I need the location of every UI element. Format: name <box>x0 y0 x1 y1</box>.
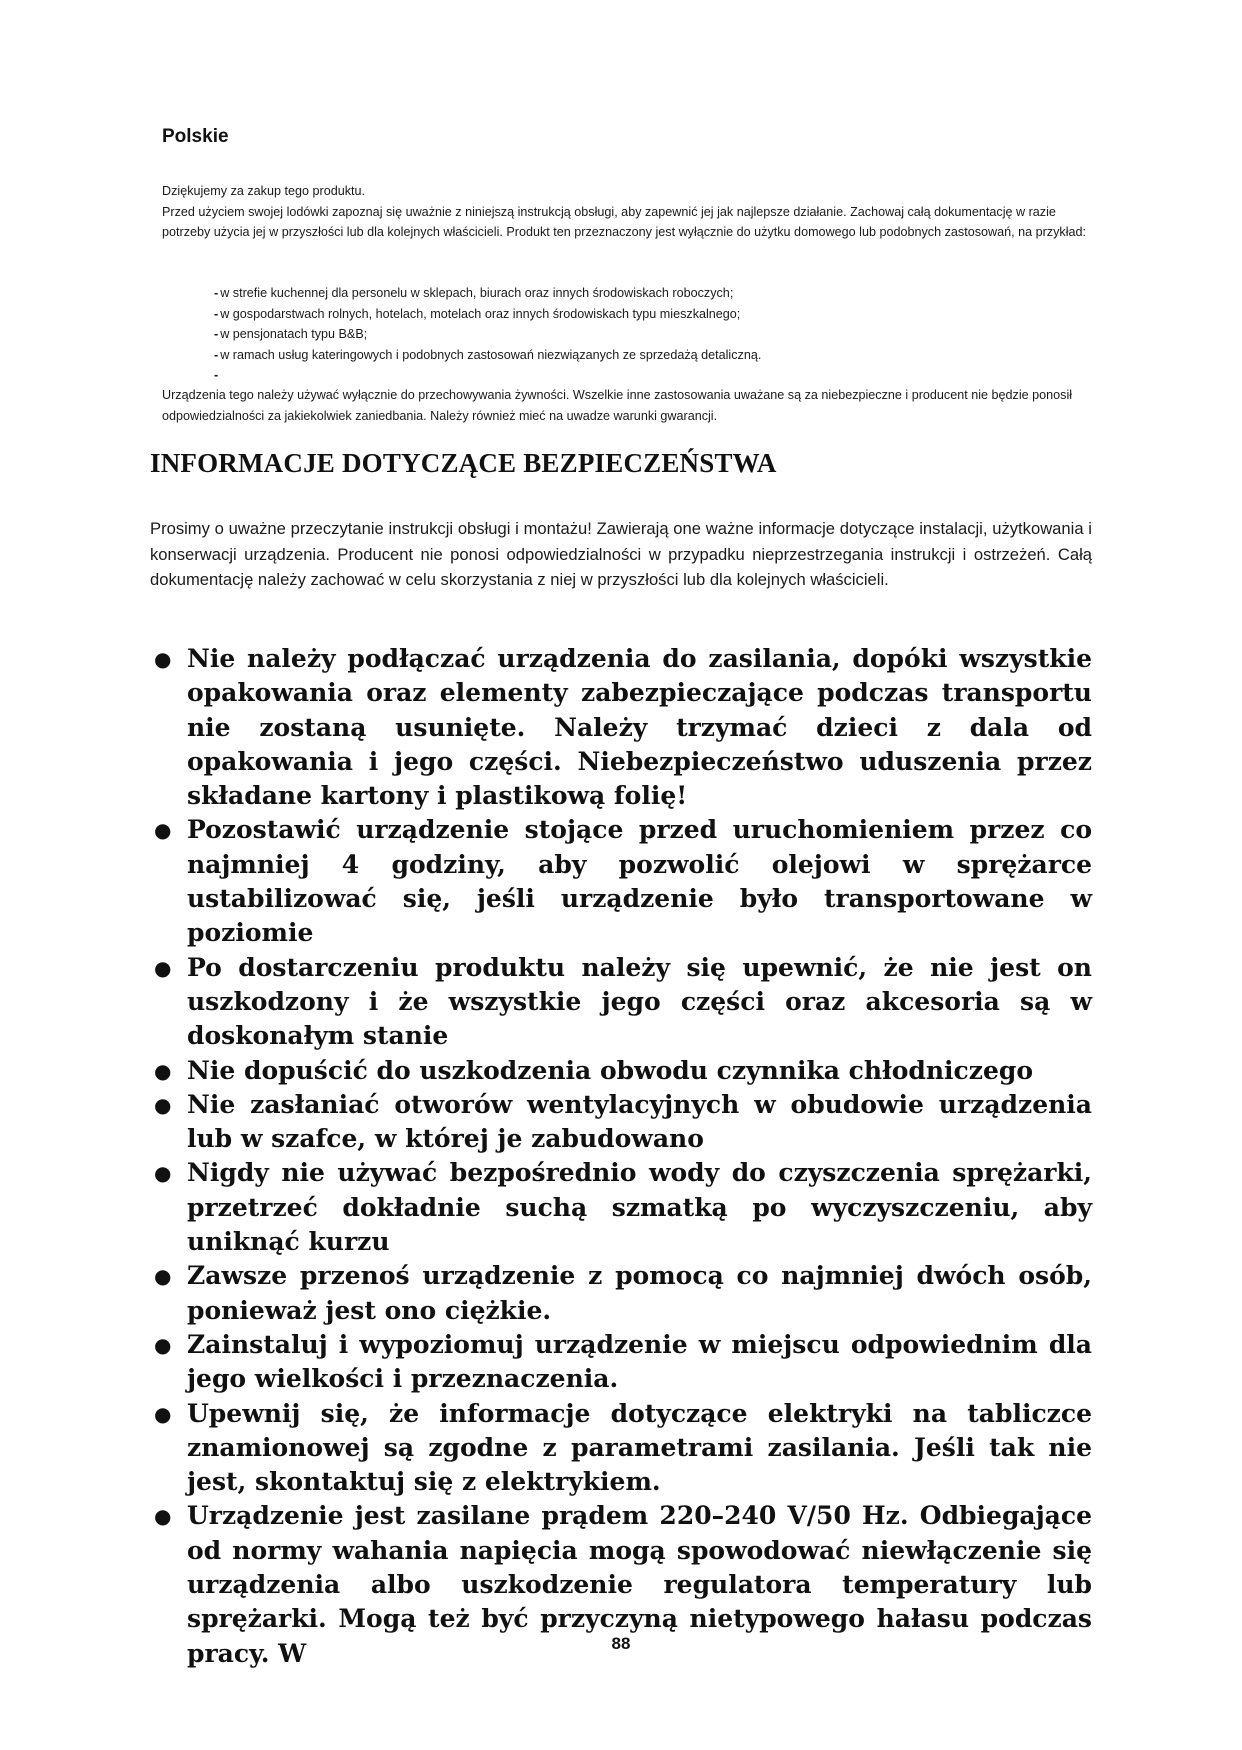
list-item: ● Nie należy podłączać urządzenia do zasilania, dopóki wszystkie opakowania oraz elementy zabezpieczające podczas transportu nie zostaną usunięte. Należy trzymać dzieci z dala od opakowania i jego części. Niebezpieczeństwo uduszenia przez składane kartony i plastikową folię! <box>154 644 1092 811</box>
list-item: ● Urządzenie jest zasilane prądem 220–240 V/50 Hz. Odbiegające od normy wahania napięcia mogą spowodować niewłączenie się urządzenia albo uszkodzenie regulatora temperatury lub sprężarki. Mogą też być przyczyną nietypowego hałasu podczas pracy. W <box>154 1501 1092 1668</box>
list-item: - w pensjonatach typu B&B; <box>214 327 368 341</box>
dash-marker: - <box>214 286 219 300</box>
list-item: - w strefie kuchennej dla personelu w sklepach, biurach oraz innych środowiskach roboczych; <box>214 286 734 300</box>
list-item: ● Po dostarczeniu produktu należy się upewnić, że nie jest on uszkodzony i że wszystkie jego części oraz akcesoria są w doskonałym stanie <box>154 952 1092 1051</box>
bullet-icon: ● <box>154 1092 172 1117</box>
dash-marker: - <box>214 306 219 321</box>
list-item: - w ramach usług kateringowych i podobnych zastosowań niezwiązanych ze sprzedażą detaliczną. <box>214 347 762 362</box>
bullet-icon: ● <box>154 955 172 980</box>
list-item: ● Zawsze przenoś urządzenie z pomocą co najmniej dwóch osób, ponieważ jest ono ciężkie. <box>154 1261 1092 1325</box>
usage-list <box>214 283 761 386</box>
intro-block <box>162 181 1092 243</box>
bullet-icon: ● <box>154 1332 172 1357</box>
bullet-icon: ● <box>154 647 172 671</box>
dash-marker: - <box>214 327 219 341</box>
dash-marker: - <box>214 347 219 362</box>
bullet-icon: ● <box>154 1264 172 1289</box>
list-item: ● Pozostawić urządzenie stojące przed uruchomieniem przez co najmniej 4 godziny, aby pozwolić olejowi w sprężarce ustabilizować się, jeśli urządzenie było transportowane w poziomie <box>154 815 1092 948</box>
intro-thanks: Dziękujemy za zakup tego produktu. <box>162 184 366 198</box>
list-item: ● Upewnij się, że informacje dotyczące elektryki na tabliczce znamionowej są zgodne z parametrami zasilania. Jeśli tak nie jest, skontaktuj się z elektrykiem. <box>154 1398 1092 1497</box>
list-item: ● Nie zasłaniać otworów wentylacyjnych w obudowie urządzenia lub w szafce, w której je zabudowano <box>154 1089 1092 1154</box>
list-item: ● Nigdy nie używać bezpośrednio wody do czyszczenia sprężarki, przetrzeć dokładnie suchą szmatką po wyczyszczeniu, aby uniknąć kurzu <box>154 1158 1092 1257</box>
section-intro: Prosimy o uważne przeczytanie instrukcji obsługi i montażu! Zawierają one ważne informacje dotyczące instalacji, użytkowania i konserwacji urządzenia. Producent nie ponosi odpowiedzialności w przypadku nieprzestrzegania instrukcji i ostrzeżeń. Całą dokumentację należy zachować w celu skorzystania z niej w przyszłości lub dla kolejnych właścicieli. <box>150 519 1092 589</box>
bullet-icon: ● <box>154 818 172 843</box>
section-title: INFORMACJE DOTYCZĄCE BEZPIECZEŃSTWA <box>150 448 777 478</box>
bullet-icon: ● <box>154 1401 172 1426</box>
list-item: - w gospodarstwach rolnych, hotelach, motelach oraz innych środowiskach typu mieszkalnego; <box>214 306 741 321</box>
language-heading: Polskie <box>162 126 229 147</box>
list-item: ● Nie dopuścić do uszkodzenia obwodu czynnika chłodniczego <box>150 1054 1092 1088</box>
list-item <box>214 365 761 386</box>
page-number: 88 <box>611 1634 631 1653</box>
usage-note: Urządzenia tego należy używać wyłącznie do przechowywania żywności. Wszelkie inne zastosowania uważane są za niebezpieczne i producent nie będzie ponosił odpowiedzialności za jakiekolwiek zaniedbania. Należy również mieć na uwadze warunki gwarancji. <box>162 388 1073 423</box>
bullet-icon: ● <box>154 1058 172 1083</box>
list-item: ● Zainstaluj i wypoziomuj urządzenie w miejscu odpowiednim dla jego wielkości i przeznaczenia. <box>154 1329 1092 1394</box>
intro-paragraph: Przed użyciem swojej lodówki zapoznaj się uważnie z niniejszą instrukcją obsługi, aby zapewnić jej jak najlepsze działanie. Zachowaj całą dokumentację w razie potrzeby użycia jej w przyszłości lub dla kolejnych właścicieli. Produkt ten przeznaczony jest wyłącznie do użytku domowego lub podobnych zastosowań, na przykład: <box>162 204 1086 239</box>
safety-list <box>150 642 1092 1671</box>
dash-marker: - <box>214 368 219 382</box>
bullet-icon: ● <box>154 1504 172 1529</box>
bullet-icon: ● <box>154 1161 172 1186</box>
